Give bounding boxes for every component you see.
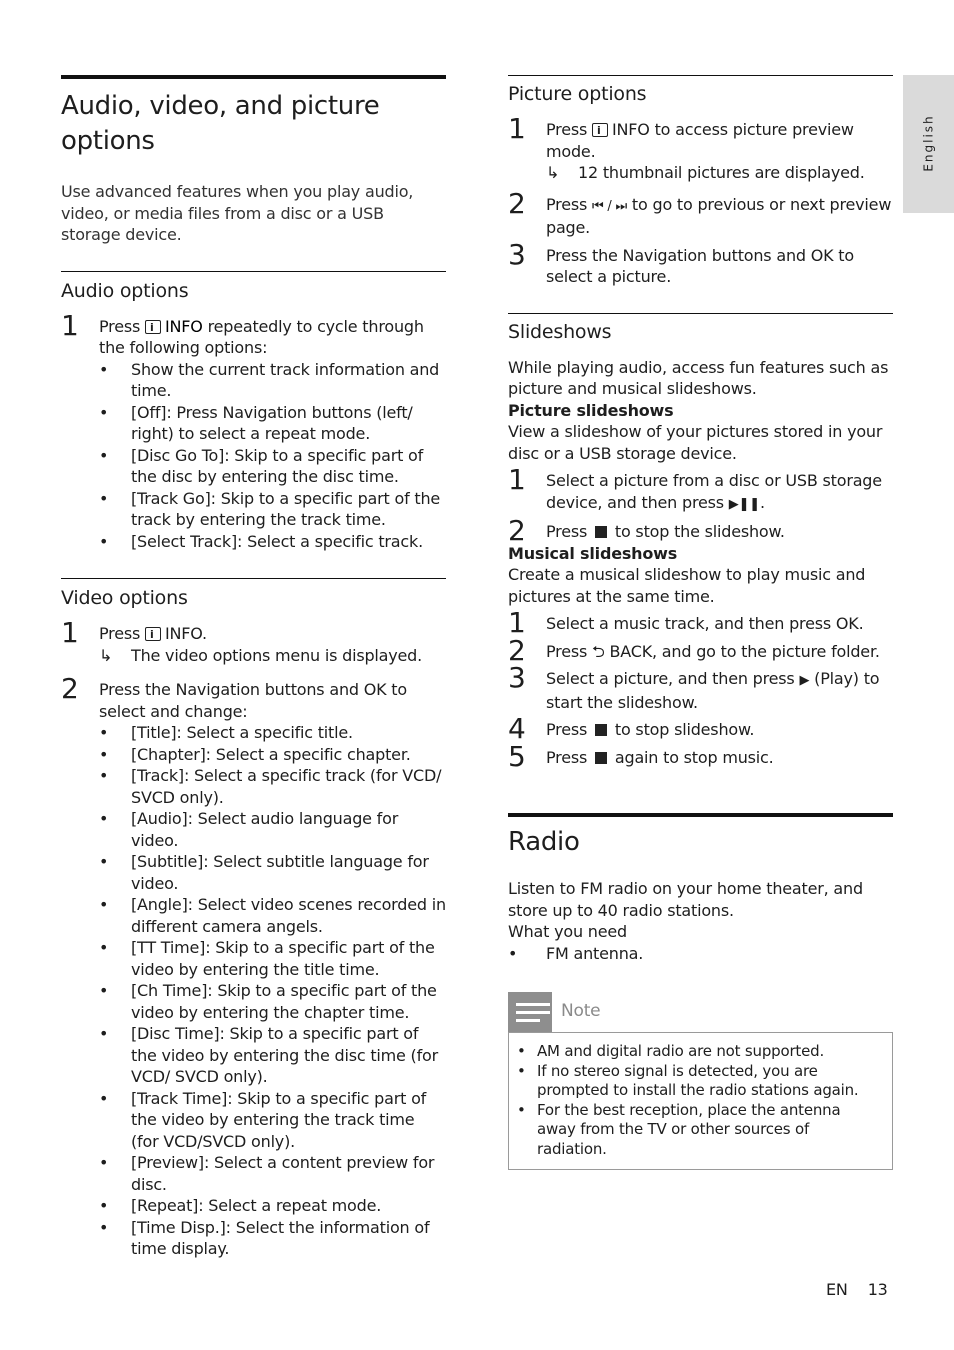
- prev-next-icon: ⏮ / ⏭: [592, 198, 628, 214]
- result-arrow-icon: ↳: [99, 645, 113, 665]
- info-button-label: INFO: [165, 316, 203, 336]
- musical-slideshows-heading: Musical slideshows: [508, 543, 678, 563]
- musical-slideshow-step-1: [508, 606, 893, 639]
- step-number: 1: [61, 308, 79, 342]
- list-item: [99, 488, 446, 531]
- divider: [508, 75, 893, 76]
- slideshows-intro: While playing audio, access fun features such as picture and musical slideshows.: [508, 357, 889, 398]
- bullet: •: [99, 852, 109, 871]
- option-name: [Disc Go To]: [131, 445, 225, 465]
- list-item: [99, 765, 446, 808]
- step-text: to go to previous or next preview page.: [546, 194, 892, 237]
- back-button-label: BACK: [609, 641, 653, 661]
- option-name: [Preview]: [131, 1153, 204, 1172]
- step-number: 2: [61, 672, 79, 705]
- navigation-buttons-label: Navigation buttons: [622, 245, 772, 265]
- bullet: •: [99, 531, 109, 551]
- option-description: : Select a specific track.: [237, 531, 423, 551]
- play-button-label: Play: [820, 669, 853, 688]
- note-header: [508, 992, 893, 1032]
- step-text: .: [759, 492, 765, 512]
- note-box: [508, 1032, 893, 1170]
- list-item: [99, 894, 446, 937]
- step-text: to select a picture.: [546, 245, 854, 286]
- option-description: : Skip to a specific part of the video by entering the disc time (for VCD/ SVCD only).: [131, 1024, 438, 1086]
- step-text: Press: [546, 720, 592, 739]
- list-item: [99, 851, 446, 894]
- step-text: to stop the slideshow.: [610, 522, 785, 541]
- result-arrow-icon: ↳: [546, 163, 560, 182]
- ok-button-label: OK: [835, 614, 859, 633]
- musical-slideshow-step-5: [508, 739, 893, 773]
- info-icon: [145, 320, 161, 334]
- step-text: Select a picture, and then press: [546, 669, 800, 688]
- step-text: ) to start the slideshow.: [546, 669, 880, 712]
- option-description: : Select a specific chapter.: [205, 744, 411, 764]
- list-item: [99, 1195, 446, 1217]
- list-item: [99, 808, 446, 851]
- language-side-tab: [903, 75, 954, 213]
- page-title: Audio, video, and picture options: [61, 91, 380, 156]
- bullet: •: [99, 895, 109, 914]
- section-rule: [508, 813, 893, 817]
- info-icon: [145, 627, 161, 641]
- option-description: : Select the information of time display.: [131, 1217, 430, 1258]
- bullet: •: [99, 1217, 109, 1237]
- bullet: •: [99, 744, 109, 764]
- list-item: [99, 1217, 446, 1260]
- step-text: to stop slideshow.: [610, 720, 755, 739]
- option-description: Show the current track information and time.: [131, 359, 440, 400]
- step-number: 1: [508, 606, 526, 639]
- picture-step-1: [508, 112, 893, 184]
- bullet: •: [99, 809, 109, 828]
- step-number: 2: [508, 514, 526, 547]
- list-item: [99, 531, 446, 553]
- step-text: Press: [99, 624, 145, 643]
- option-name: [Angle]: [131, 895, 188, 914]
- bullet: •: [508, 943, 518, 963]
- step-text: and: [324, 680, 364, 699]
- option-description: (left/ right) to select a repeat mode.: [131, 402, 413, 443]
- stop-icon: [595, 724, 607, 736]
- step-text: Press the: [99, 680, 176, 699]
- option-description: : Select audio language for video.: [131, 809, 399, 850]
- note-text: AM and digital radio are not supported.: [537, 1042, 825, 1060]
- step-text: Press: [546, 747, 592, 767]
- step-text: .: [202, 624, 207, 643]
- ok-button-label: OK: [363, 680, 387, 699]
- option-name: [Subtitle]: [131, 852, 204, 871]
- option-description: : Select a specific title.: [176, 723, 353, 742]
- language-code: EN: [826, 1280, 848, 1299]
- step-result: [546, 162, 893, 184]
- note-item: [517, 1042, 882, 1062]
- result-text: 12 thumbnail pictures are displayed.: [578, 163, 865, 182]
- audio-options-heading: Audio options: [61, 279, 189, 302]
- radio-title: Radio: [508, 827, 580, 857]
- option-description: : Press: [166, 402, 223, 422]
- step-text: repeatedly to cycle through the following options:: [99, 316, 424, 357]
- stop-icon: [595, 526, 607, 538]
- option-description: : Skip to a specific part of the track by entering the track time.: [131, 488, 441, 529]
- navigation-buttons-label: Navigation buttons: [175, 680, 325, 699]
- what-you-need-label: What you need: [508, 922, 627, 941]
- step-number: 1: [61, 616, 79, 649]
- bullet: •: [517, 1061, 526, 1080]
- option-description: : Skip to a specific part of the video by entering the chapter time.: [131, 981, 437, 1022]
- bullet: •: [517, 1100, 526, 1119]
- bullet: •: [99, 1196, 109, 1215]
- back-icon: ⮌: [592, 641, 605, 661]
- picture-slideshow-step-2: [508, 514, 893, 547]
- step-text: Press: [546, 522, 592, 541]
- note-text: For the best reception, place the antenna away from the TV or other sources of radiation.: [537, 1100, 841, 1158]
- navigation-buttons-label: Navigation buttons: [222, 402, 372, 422]
- picture-step-2: [508, 186, 893, 239]
- bullet: •: [517, 1042, 526, 1060]
- musical-slideshows-intro: Create a musical slideshow to play music and pictures at the same time.: [508, 565, 866, 606]
- list-item: [99, 1152, 446, 1195]
- bullet: •: [99, 402, 109, 422]
- step-text: Press: [546, 120, 592, 139]
- option-description: : Skip to a specific part of the video by entering the track time (for VCD/SVCD only).: [131, 1088, 427, 1151]
- picture-options-heading: Picture options: [508, 83, 647, 105]
- step-number: 2: [508, 633, 526, 667]
- option-name: [Chapter]: [131, 744, 206, 764]
- video-bullet-list: [99, 722, 446, 1260]
- bullet: •: [99, 359, 109, 379]
- audio-step-1: [61, 308, 446, 553]
- option-name: [Title]: [131, 723, 177, 742]
- list-item: [99, 744, 446, 766]
- list-item: [99, 402, 446, 445]
- option-name: [Ch Time]: [131, 981, 208, 1000]
- divider: [61, 578, 446, 579]
- picture-slideshows-intro: View a slideshow of your pictures stored in your disc or a USB storage device.: [508, 422, 883, 463]
- step-number: 5: [508, 739, 526, 773]
- bullet: •: [99, 1153, 109, 1172]
- right-column: [508, 75, 893, 1170]
- list-item: [508, 943, 893, 965]
- language-tab-label: English: [920, 114, 935, 172]
- musical-slideshow-step-4: [508, 712, 893, 745]
- option-description: : Select a content preview for disc.: [131, 1153, 435, 1194]
- video-options-heading: Video options: [61, 587, 188, 609]
- picture-slideshow-step-1: [508, 463, 893, 515]
- page-footer: [826, 1279, 888, 1301]
- picture-step-3: [508, 237, 893, 288]
- bullet: •: [99, 981, 109, 1000]
- step-text: (: [809, 669, 821, 688]
- step-number: 4: [508, 712, 526, 745]
- musical-slideshow-step-3: [508, 661, 893, 713]
- option-name: [Track]: [131, 766, 184, 785]
- radio-intro: Listen to FM radio on your home theater, and store up to 40 radio stations.: [508, 879, 863, 920]
- left-column: [61, 75, 446, 1260]
- step-text: Press the: [546, 245, 623, 265]
- option-name: [Time Disp.]: [131, 1217, 226, 1237]
- note-text: If no stereo signal is detected, you are prompted to install the radio stations again.: [537, 1061, 859, 1099]
- step-text: Press: [546, 194, 592, 214]
- list-item-text: FM antenna.: [546, 943, 644, 963]
- info-button-label: INFO: [612, 120, 650, 139]
- option-name: [Track Time]: [131, 1088, 228, 1108]
- step-text: to access picture preview mode.: [546, 120, 854, 161]
- audio-bullet-list: [99, 359, 446, 553]
- bullet: •: [99, 1024, 109, 1043]
- option-description: : Select a specific track (for VCD/ SVCD only).: [131, 766, 442, 807]
- bullet: •: [99, 488, 109, 508]
- list-item: [99, 1023, 446, 1088]
- option-name: [Repeat]: [131, 1196, 199, 1215]
- page-number: 13: [867, 1280, 888, 1299]
- step-text: again to stop music.: [610, 747, 774, 767]
- step-number: 3: [508, 237, 526, 271]
- step-text: Press: [546, 641, 592, 661]
- option-name: [Off]: [131, 402, 167, 422]
- stop-icon: [595, 752, 607, 764]
- intro-paragraph: Use advanced features when you play audio, video, or media files from a disc or a USB storage device.: [61, 182, 414, 244]
- step-text: and: [771, 245, 811, 265]
- option-description: : Select video scenes recorded in different camera angels.: [131, 895, 446, 936]
- list-item: [99, 1088, 446, 1153]
- section-rule: [61, 75, 446, 79]
- result-text: The video options menu is displayed.: [131, 645, 423, 665]
- option-name: [Select Track]: [131, 531, 237, 551]
- play-icon: ▶: [799, 673, 810, 688]
- note-icon: [508, 992, 552, 1032]
- step-text: to select and change:: [99, 680, 407, 721]
- step-text: Select a music track, and then press: [546, 614, 836, 633]
- step-text: Select a picture from a disc or USB storage device, and then press: [546, 471, 882, 512]
- divider: [508, 313, 893, 314]
- step-number: 1: [508, 112, 526, 145]
- step-number: 1: [508, 463, 526, 496]
- option-name: [TT Time]: [131, 938, 206, 957]
- bullet: •: [99, 938, 109, 957]
- bullet: •: [99, 723, 109, 742]
- video-step-1: [61, 616, 446, 666]
- note-item: [517, 1101, 882, 1160]
- list-item: [99, 359, 446, 402]
- step-text: Press: [99, 316, 145, 336]
- step-text: .: [858, 614, 864, 633]
- bullet: •: [99, 1088, 109, 1108]
- picture-slideshows-heading: Picture slideshows: [508, 400, 674, 420]
- option-name: [Disc Time]: [131, 1024, 220, 1043]
- step-text: , and go to the picture folder.: [652, 641, 880, 661]
- option-description: : Select subtitle language for video.: [131, 852, 429, 893]
- step-number: 2: [508, 186, 526, 220]
- note-label: Note: [561, 1001, 601, 1022]
- info-button-label: INFO: [165, 624, 203, 643]
- step-number: 3: [508, 661, 526, 694]
- option-description: : Select a repeat mode.: [198, 1196, 382, 1215]
- video-step-2: [61, 672, 446, 1260]
- list-item: [99, 722, 446, 744]
- musical-slideshow-step-2: [508, 633, 893, 667]
- option-description: : Skip to a specific part of the disc by entering the disc time.: [131, 445, 424, 486]
- list-item: [99, 980, 446, 1023]
- option-description: : Skip to a specific part of the video by entering the title time.: [131, 938, 435, 979]
- bullet: •: [99, 766, 109, 785]
- ok-button-label: OK: [810, 245, 834, 265]
- divider: [61, 271, 446, 272]
- step-result: [99, 645, 446, 667]
- option-name: [Track Go]: [131, 488, 211, 508]
- list-item: [99, 937, 446, 980]
- slideshows-heading: Slideshows: [508, 320, 612, 343]
- option-name: [Audio]: [131, 809, 188, 828]
- note-item: [517, 1062, 882, 1101]
- info-icon: [592, 123, 608, 137]
- list-item: [99, 445, 446, 488]
- play-pause-icon: ▶❚❚: [728, 496, 760, 512]
- bullet: •: [99, 445, 109, 465]
